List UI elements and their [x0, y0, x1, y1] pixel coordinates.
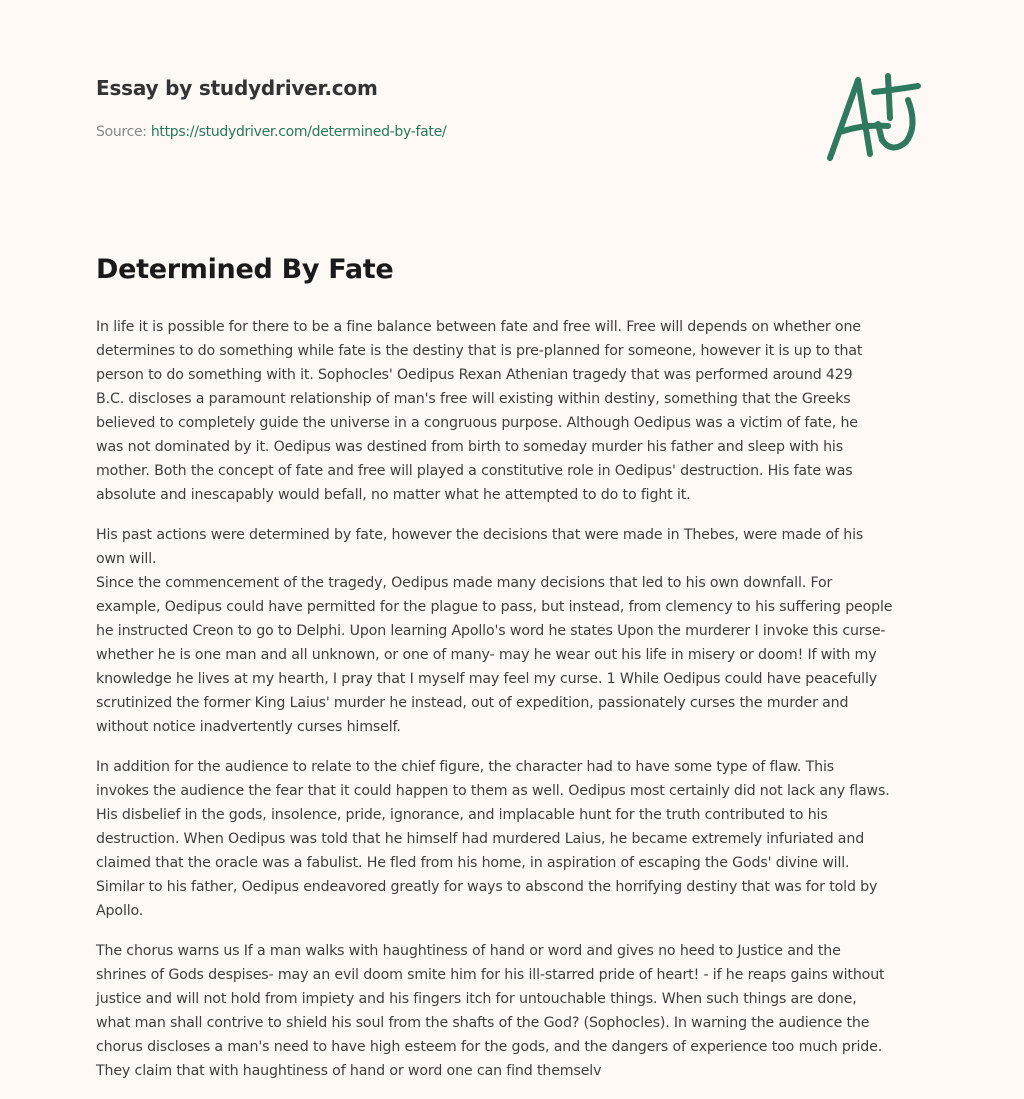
essay-title: Determined By Fate	[96, 254, 394, 285]
paragraph-line: determines to do something while fate is the destiny that is pre-planned for someone, however it is up to that	[96, 343, 863, 359]
paragraph-line: In life it is possible for there to be a fine balance between fate and free will. Free will depends on whether one	[96, 319, 861, 335]
paragraph-line: was not dominated by it. Oedipus was destined from birth to someday murder his father and sleep with his	[96, 439, 843, 455]
paragraph-line: scrutinized the former King Laius' murder he instead, out of expedition, passionately curses the murder and	[96, 695, 849, 711]
paragraph-line: invokes the audience the fear that it could happen to them as well. Oedipus most certainly did not lack any flaws.	[96, 783, 890, 799]
a-plus-logo-icon	[818, 66, 928, 166]
paragraph-line: His disbelief in the gods, insolence, pride, ignorance, and implacable hunt for the truth contributed to his	[96, 807, 828, 823]
essay-body	[96, 315, 946, 1099]
paragraph-line: The chorus warns us If a man walks with haughtiness of hand or word and gives no heed to Justice and the	[96, 943, 841, 959]
essay-paragraph	[96, 315, 946, 507]
paragraph-line: shrines of Gods despises- may an evil doom smite him for his ill-starred pride of heart! - if he reaps gains without	[96, 967, 885, 983]
paragraph-line: he instructed Creon to go to Delphi. Upon learning Apollo's word he states Upon the murderer I invoke this curse-	[96, 623, 886, 639]
source-link[interactable]: https://studydriver.com/determined-by-fate/	[150, 124, 447, 140]
paragraph-line: whether he is one man and all unknown, or one of many- may he wear out his life in misery or doom! If with my	[96, 647, 877, 663]
paragraph-line: example, Oedipus could have permitted for the plague to pass, but instead, from clemency to his suffering people	[96, 599, 893, 615]
paragraph-line: Since the commencement of the tragedy, Oedipus made many decisions that led to his own downfall. For	[96, 575, 833, 591]
paragraph-line: own will.	[96, 551, 157, 567]
paragraph-line: mother. Both the concept of fate and free will played a constitutive role in Oedipus' destruction. His fate was	[96, 463, 853, 479]
paragraph-line: knowledge he lives at my hearth, I pray that I myself may feel my curse. 1 While Oedipus could have peacefully	[96, 671, 878, 687]
paragraph-line: what man shall contrive to shield his soul from the shafts of the God? (Sophocles). In warning the audience the	[96, 1015, 870, 1031]
paragraph-line: believed to completely guide the universe in a congruous purpose. Although Oedipus was a victim of fate, he	[96, 415, 858, 431]
paragraph-line: Similar to his father, Oedipus endeavored greatly for ways to abscond the horrifying destiny that was for told by	[96, 879, 878, 895]
paragraph-line: destruction. When Oedipus was told that he himself had murdered Laius, he became extremely infuriated and	[96, 831, 865, 847]
source-label: Source:	[96, 124, 147, 140]
paragraph-line: Apollo.	[96, 903, 144, 919]
site-header-title: Essay by studydriver.com	[96, 76, 378, 100]
paragraph-line: His past actions were determined by fate, however the decisions that were made in Thebes, were made of his	[96, 527, 864, 543]
essay-paragraph	[96, 755, 946, 923]
paragraph-line: without notice inadvertently curses himself.	[96, 719, 401, 735]
paragraph-line: person to do something with it. Sophocles' Oedipus Rexan Athenian tragedy that was performed around 429	[96, 367, 853, 383]
paragraph-line: claimed that the oracle was a fabulist. He fled from his home, in aspiration of escaping the Gods' divine will.	[96, 855, 850, 871]
paragraph-line: absolute and inescapably would befall, no matter what he attempted to do to fight it.	[96, 487, 691, 503]
paragraph-line: B.C. discloses a paramount relationship of man's free will existing within destiny, something that the Greeks	[96, 391, 851, 407]
essay-paragraph	[96, 523, 946, 739]
paragraph-line: They claim that with haughtiness of hand or word one can find themselv	[96, 1063, 602, 1079]
paragraph-line: chorus discloses a man's need to have high esteem for the gods, and the dangers of experience too much pride.	[96, 1039, 883, 1055]
paragraph-line: justice and will not hold from impiety and his fingers itch for untouchable things. When such things are done,	[96, 991, 857, 1007]
source-line	[96, 124, 446, 140]
essay-paragraph	[96, 939, 946, 1083]
paragraph-line: In addition for the audience to relate to the chief figure, the character had to have some type of flaw. This	[96, 759, 835, 775]
